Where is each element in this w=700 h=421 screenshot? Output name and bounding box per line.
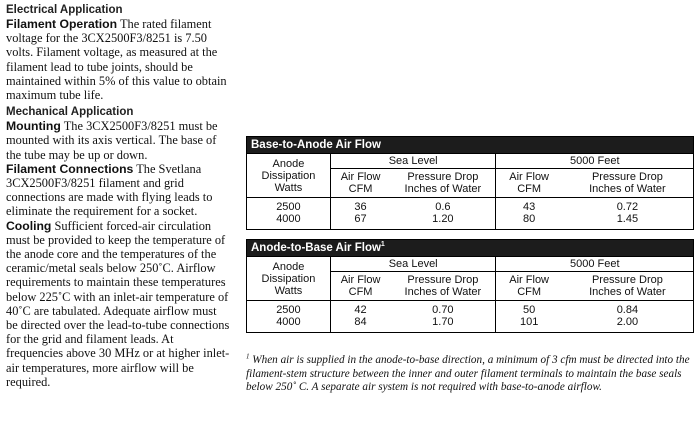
anode-header (247, 257, 331, 301)
mechanical-heading: Mechanical Application (6, 106, 134, 119)
header-line: CFM (348, 286, 373, 298)
anode-header (247, 154, 331, 198)
table-row (247, 301, 694, 317)
filament-operation-paragraph (6, 17, 230, 102)
cooling-label: Cooling (6, 218, 52, 233)
footnote-marker: 1 (246, 352, 250, 361)
pressure-drop-header (562, 272, 694, 301)
sea-cfm-cell: 36 (330, 198, 390, 214)
electrical-heading: Electrical Application (6, 4, 123, 16)
airflow-header (496, 272, 562, 301)
alt-cfm-cell: 50 (496, 301, 562, 317)
cooling-text: Sufficient forced-air circulation must be provided to keep the temperature of the anode core and the temperatures of the ceramic/metal seals below 250˚C. Airflow requirements to maintain these temperatures below 225˚C with an inlet-air temperature of 40˚C are tabulated. Adequate airflow must be directed over the lead-to-tube connections for the grid and filament leads. At frequencies above 30 MHz or at higher inlet-air temperatures, more airflow will be required. (6, 218, 230, 389)
mounting-paragraph (6, 119, 230, 162)
table-row (247, 316, 694, 333)
alt-cfm-cell: 101 (496, 316, 562, 333)
anode-to-base-table (246, 257, 694, 333)
watts-cell: 2500 (276, 201, 301, 213)
sea-cfm-cell: 42 (330, 301, 390, 317)
anode-to-base-title (246, 239, 694, 257)
header-line: Inches of Water (589, 183, 666, 195)
footnote-marker: 1 (380, 241, 385, 249)
header-line: Inches of Water (404, 286, 482, 298)
sea-level-group: Sea Level (330, 257, 496, 272)
base-to-anode-title: Base-to-Anode Air Flow (246, 136, 694, 154)
filament-connections-label: Filament Connections (6, 161, 134, 176)
alt-cfm-cell: 80 (496, 213, 562, 230)
left-column (6, 4, 230, 389)
alt-drop-cell: 1.45 (616, 213, 639, 225)
pressure-drop-header (390, 272, 496, 301)
filament-operation-text: The rated filament voltage for the 3CX2500F3/8251 is 7.50 volts. Filament voltage, as measured at the filament lead to tube joints, should be maintained within 5% of this value to obtain maximum tube life. (6, 17, 227, 103)
header-line: Pressure Drop (591, 274, 663, 286)
sea-drop-cell: 0.70 (432, 304, 454, 316)
mounting-label: Mounting (6, 119, 61, 134)
watts-cell: 2500 (276, 304, 301, 316)
airflow-header (330, 169, 390, 198)
watts-cell: 4000 (276, 316, 301, 328)
header-line: Air Flow (509, 274, 550, 286)
filament-operation-label: Filament Operation (6, 17, 118, 31)
alt-cfm-cell: 43 (496, 198, 562, 214)
sea-cfm-cell: 67 (330, 213, 390, 230)
anode-to-base-title-text: Anode-to-Base Air Flow (251, 242, 381, 254)
alt-drop-cell: 0.84 (616, 304, 639, 316)
table-row (247, 198, 694, 214)
filament-connections-paragraph (6, 162, 230, 219)
pressure-drop-header (562, 169, 694, 198)
footnote (246, 354, 694, 395)
anode-header-line: Anode (272, 260, 305, 273)
cooling-paragraph (6, 219, 230, 389)
anode-header-line: Watts (274, 181, 303, 194)
header-line: Inches of Water (589, 286, 666, 298)
sea-level-group: Sea Level (330, 154, 496, 169)
anode-header-line: Watts (274, 284, 303, 297)
header-line: CFM (348, 183, 373, 195)
sea-drop-cell: 1.20 (432, 213, 454, 225)
sea-drop-cell: 1.70 (432, 316, 454, 328)
header-line: Pressure Drop (591, 171, 663, 183)
filament-connections-text: The Svetlana 3CX2500F3/8251 filament and grid connections are made with flying leads to eliminate the requirement for a socket. (6, 161, 213, 219)
base-to-anode-table (246, 154, 694, 230)
header-line: CFM (517, 183, 542, 195)
pressure-drop-header (390, 169, 496, 198)
footnote-text: When air is supplied in the anode-to-base direction, a minimum of 3 cfm must be directed into the filament-stem structure between the inner and outer filament terminals to maintain the base seals below 250˚ C. A separate air system is not required with base-to-anode airflow. (246, 354, 690, 394)
header-line: Pressure Drop (407, 171, 479, 183)
header-line: Air Flow (509, 171, 550, 183)
mounting-text: The 3CX2500F3/8251 must be mounted with its axis vertical. The base of the tube may be up or down. (6, 119, 218, 162)
anode-header-line: Dissipation (261, 272, 316, 285)
altitude-group: 5000 Feet (496, 154, 694, 169)
table-row (247, 213, 694, 230)
sea-drop-cell: 0.6 (435, 201, 451, 213)
alt-drop-cell: 2.00 (616, 316, 639, 328)
header-line: Pressure Drop (407, 274, 479, 286)
airflow-tables (246, 136, 694, 333)
altitude-group: 5000 Feet (496, 257, 694, 272)
sea-cfm-cell: 84 (330, 316, 390, 333)
header-line: CFM (517, 286, 542, 298)
anode-header-line: Anode (272, 157, 305, 170)
header-line: Inches of Water (404, 183, 482, 195)
header-line: Air Flow (340, 171, 381, 183)
alt-drop-cell: 0.72 (616, 201, 639, 213)
header-line: Air Flow (340, 274, 381, 286)
anode-header-line: Dissipation (261, 169, 316, 182)
airflow-header (330, 272, 390, 301)
airflow-header (496, 169, 562, 198)
watts-cell: 4000 (276, 213, 301, 225)
